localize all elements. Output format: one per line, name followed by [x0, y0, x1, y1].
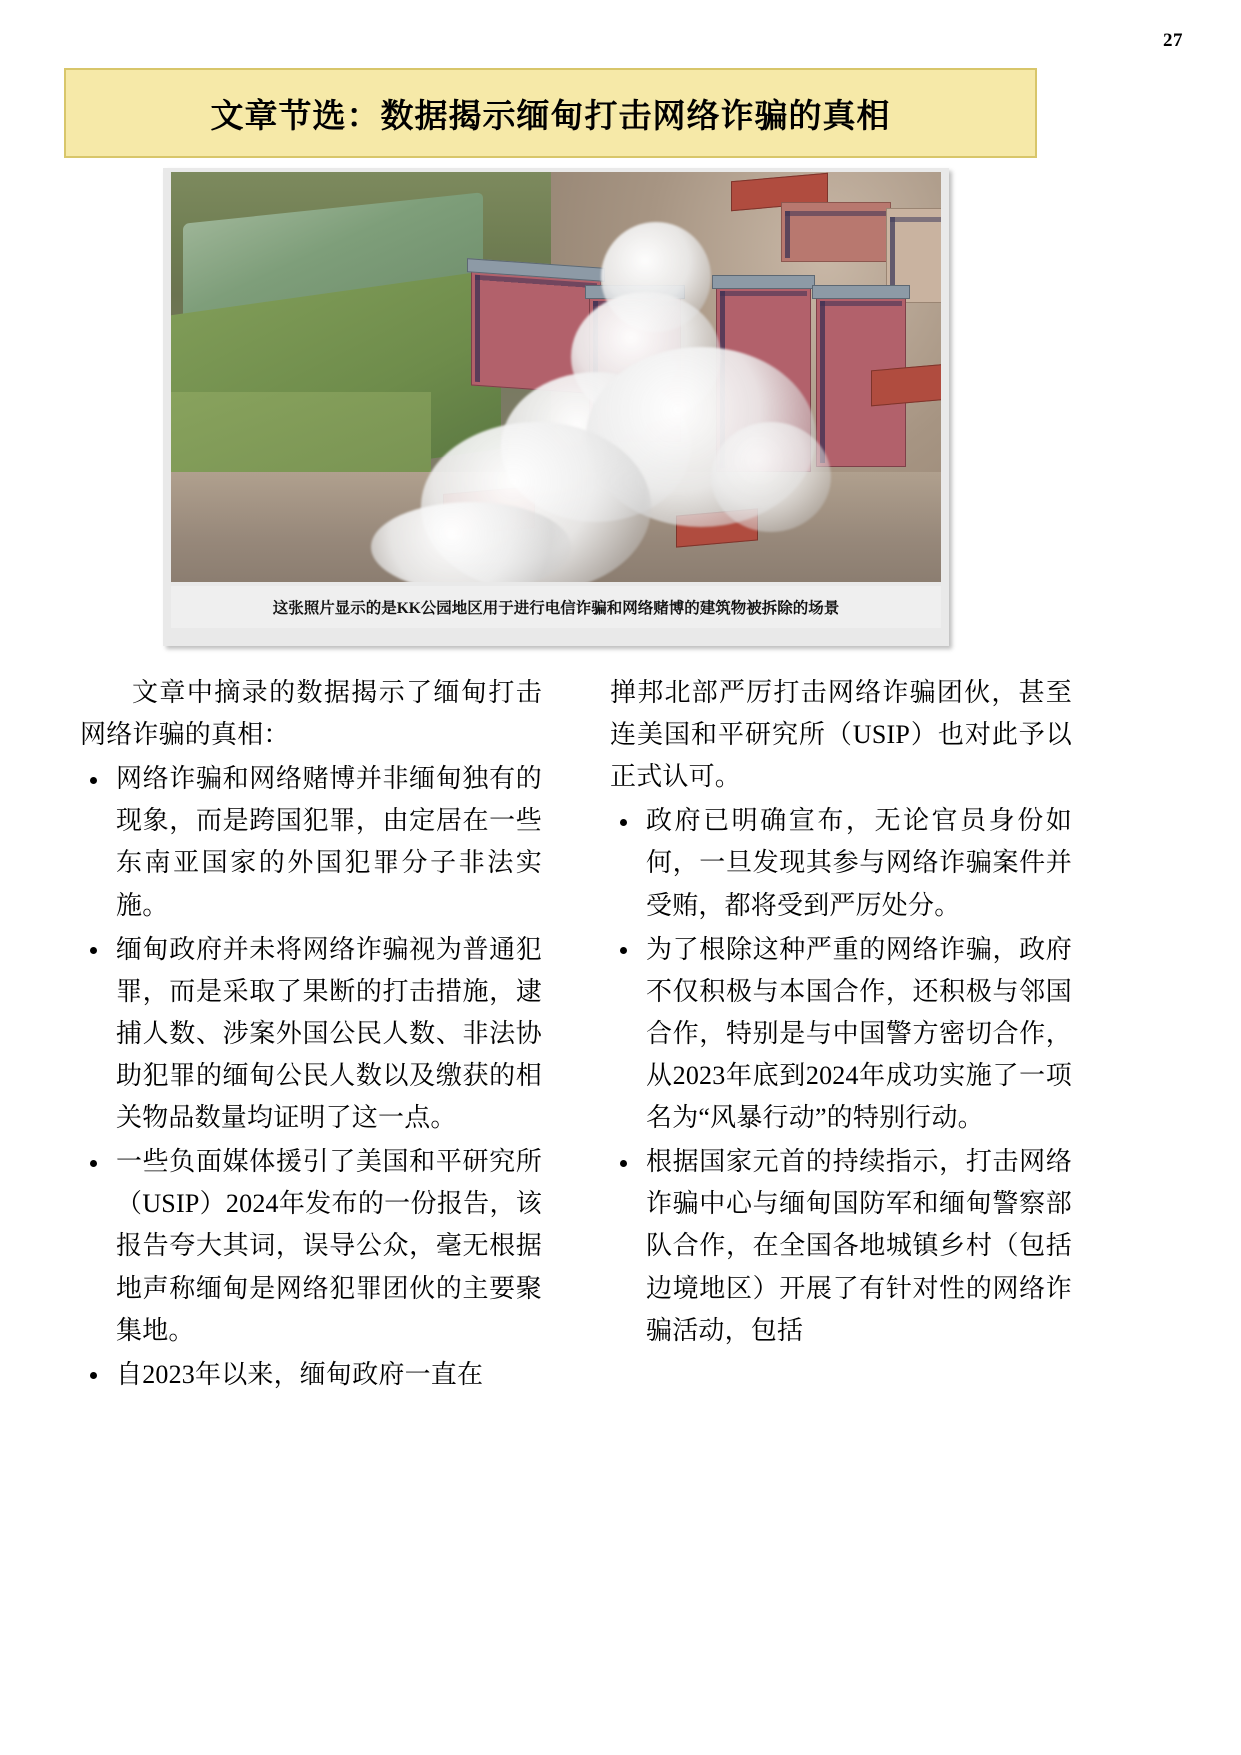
list-item	[80, 929, 542, 1140]
bullet-dot-icon	[90, 947, 97, 954]
list-item-text: 政府已明确宣布，无论官员身份如何，一旦发现其参与网络诈骗案件并受贿，都将受到严厉处分。	[646, 806, 1072, 920]
list-item-text: 网络诈骗和网络赌博并非缅甸独有的现象，而是跨国犯罪，由定居在一些东南亚国家的外国犯罪分子非法实施。	[116, 764, 542, 920]
figure-caption: 这张照片显示的是KK公园地区用于进行电信诈骗和网络赌博的建筑物被拆除的场景	[272, 600, 840, 617]
body-columns	[80, 672, 1160, 1398]
list-item-text: 根据国家元首的持续指示，打击网络诈骗中心与缅甸国防军和缅甸警察部队合作，在全国各地城镇乡村（包括边境地区）开展了有针对性的网络诈骗活动，包括	[646, 1147, 1072, 1345]
figure-caption-bar	[171, 586, 941, 628]
bullet-dot-icon	[620, 947, 627, 954]
bullet-dot-icon	[90, 777, 97, 784]
list-item	[610, 929, 1072, 1140]
list-item-text: 自2023年以来，缅甸政府一直在	[116, 1359, 484, 1389]
left-column	[80, 672, 542, 1398]
list-item-text: 一些负面媒体援引了美国和平研究所（USIP）2024年发布的一份报告，该报告夸大其词，误导公众，毫无根据地声称缅甸是网络犯罪团伙的主要聚集地。	[116, 1147, 542, 1345]
demolition-photo	[171, 172, 941, 582]
bullet-dot-icon	[90, 1372, 97, 1379]
list-item-text: 缅甸政府并未将网络诈骗视为普通犯罪，而是采取了果断的打击措施，逮捕人数、涉案外国公民人数、非法协助犯罪的缅甸公民人数以及缴获的相关物品数量均证明了这一点。	[116, 934, 542, 1133]
bullet-dot-icon	[620, 819, 627, 826]
bullet-dot-icon	[90, 1160, 97, 1167]
list-item-text: 为了根除这种严重的网络诈骗，政府不仅积极与本国合作，还积极与邻国合作，特别是与中国警方密切合作，从2023年底到2024年成功实施了一项名为“风暴行动”的特别行动。	[646, 934, 1072, 1133]
article-title-banner	[64, 68, 1037, 158]
photo-smoke-plume	[371, 502, 571, 582]
right-column	[610, 672, 1072, 1398]
list-item-text: 掸邦北部严厉打击网络诈骗团伙，甚至连美国和平研究所（USIP）也对此予以正式认可。	[610, 678, 1072, 792]
list-item	[80, 1141, 542, 1352]
list-item	[610, 672, 1072, 798]
photo-building	[781, 202, 891, 262]
photo-smoke-plume	[711, 422, 831, 532]
left-bullet-list	[80, 758, 542, 1396]
list-item	[610, 1141, 1072, 1352]
figure-block	[163, 168, 949, 646]
page-number: 27	[1163, 30, 1183, 51]
list-item	[80, 758, 542, 926]
list-item	[80, 1354, 542, 1396]
list-item	[610, 800, 1072, 926]
photo-red-roof	[871, 364, 941, 407]
lead-paragraph: 文章中摘录的数据揭示了缅甸打击网络诈骗的真相：	[80, 678, 542, 750]
bullet-dot-icon	[620, 1160, 627, 1167]
page-title: 文章节选：数据揭示缅甸打击网络诈骗的真相	[210, 98, 891, 135]
right-bullet-list	[610, 672, 1072, 1352]
